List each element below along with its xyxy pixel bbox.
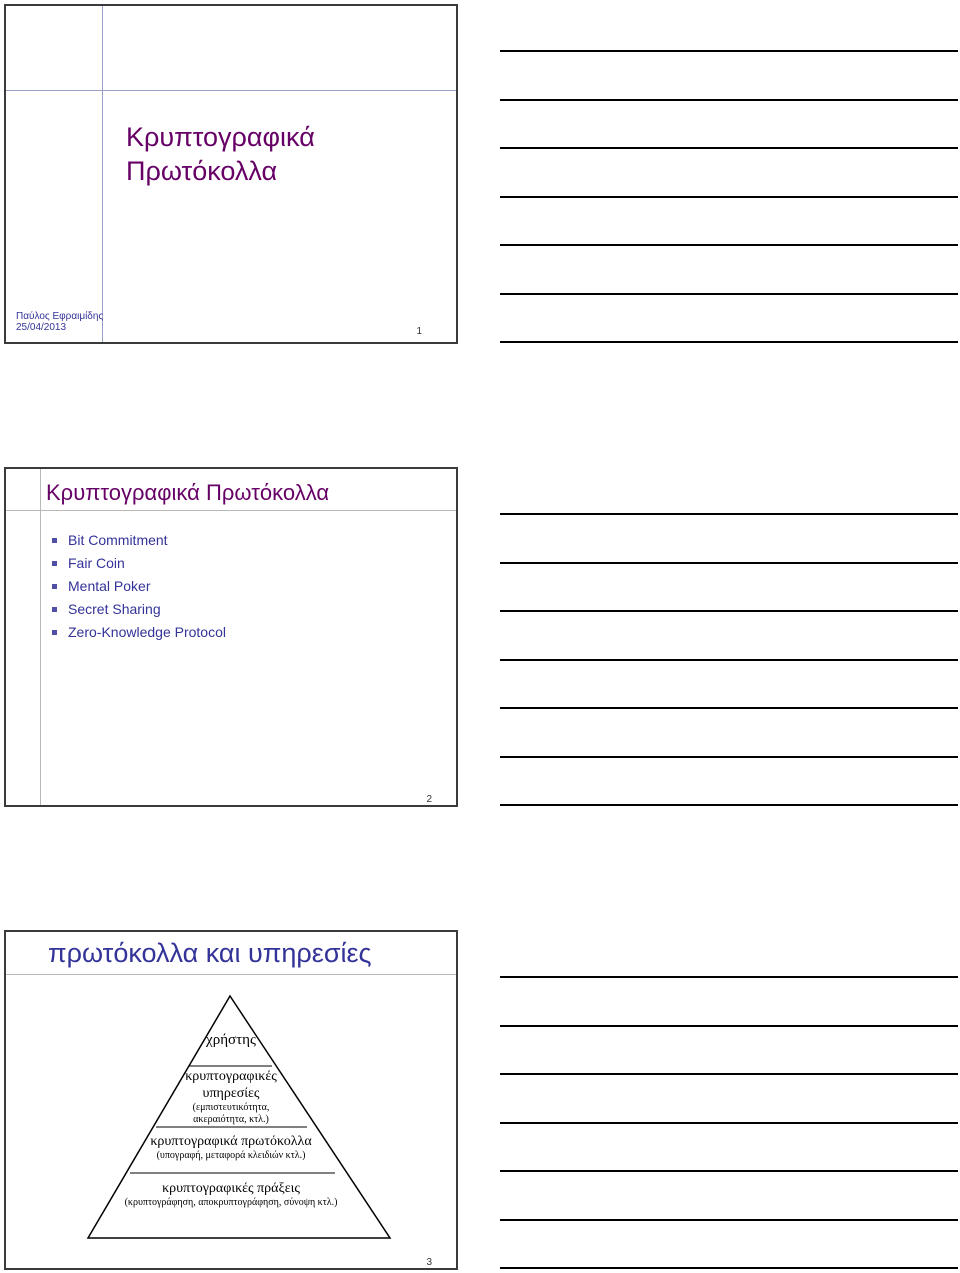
note-line	[500, 659, 958, 661]
square-bullet-icon	[52, 607, 57, 612]
page-number: 2	[426, 794, 432, 805]
list-item	[52, 621, 226, 644]
slide-guide-horizontal	[6, 510, 456, 511]
title-line-1: Κρυπτογραφικά	[126, 122, 315, 152]
pyramid-sublabel: ακεραιότητα, κτλ.)	[193, 1114, 269, 1125]
note-line	[500, 804, 958, 806]
pyramid-sublabel: (υπογραφή, μεταφορά κλειδιών κτλ.)	[156, 1150, 306, 1161]
pyramid-level-operations	[76, 1180, 386, 1209]
pyramid-label: υπηρεσίες	[202, 1086, 260, 1101]
pyramid-label: κρυπτογραφικές πράξεις	[162, 1181, 300, 1196]
note-line	[500, 707, 958, 709]
square-bullet-icon	[52, 584, 57, 589]
list-item	[52, 575, 226, 598]
page-number: 3	[426, 1257, 432, 1268]
note-line	[500, 1073, 958, 1075]
page-number: 1	[416, 326, 422, 337]
slide-2	[4, 467, 458, 807]
note-line	[500, 341, 958, 343]
note-line	[500, 1122, 958, 1124]
note-line	[500, 1267, 958, 1269]
slide-1	[4, 4, 458, 344]
list-item-label: Bit Commitment	[68, 532, 168, 548]
slide-guide-vertical	[40, 469, 41, 805]
slide-title	[126, 120, 446, 188]
note-line	[500, 196, 958, 198]
list-item	[52, 552, 226, 575]
pyramid-level-services	[146, 1068, 316, 1126]
note-line	[500, 244, 958, 246]
slide-title: Κρυπτογραφικά Πρωτόκολλα	[46, 480, 330, 505]
list-item-label: Mental Poker	[68, 578, 151, 594]
slide-guide-horizontal	[6, 90, 456, 91]
square-bullet-icon	[52, 561, 57, 566]
note-line	[500, 99, 958, 101]
bullet-list	[52, 529, 226, 644]
list-item-label: Secret Sharing	[68, 601, 161, 617]
note-line	[500, 562, 958, 564]
slide-3	[4, 930, 458, 1270]
note-line	[500, 976, 958, 978]
note-line	[500, 610, 958, 612]
square-bullet-icon	[52, 538, 57, 543]
note-line	[500, 293, 958, 295]
pyramid-label: κρυπτογραφικές	[185, 1069, 277, 1084]
pyramid-level-user: χρήστης	[206, 1032, 256, 1048]
slide-footer	[16, 311, 103, 333]
slide-guide-vertical	[102, 6, 103, 342]
list-item	[52, 529, 226, 552]
note-line	[500, 513, 958, 515]
note-line	[500, 1170, 958, 1172]
pyramid-level-protocols	[106, 1133, 356, 1162]
slide-title: πρωτόκολλα και υπηρεσίες	[48, 938, 372, 968]
author-name: Παύλος Εφραιμίδης	[16, 311, 104, 322]
pyramid-sublabel: (εμπιστευτικότητα,	[192, 1102, 270, 1113]
square-bullet-icon	[52, 630, 57, 635]
note-line	[500, 1025, 958, 1027]
list-item-label: Fair Coin	[68, 555, 125, 571]
pyramid-sublabel: (κρυπτογράφηση, αποκρυπτογράφηση, σύνοψη κτλ.)	[124, 1197, 338, 1208]
note-line	[500, 756, 958, 758]
note-line	[500, 1219, 958, 1221]
pyramid-label: κρυπτογραφικά πρωτόκολλα	[150, 1134, 312, 1149]
list-item-label: Zero-Knowledge Protocol	[68, 624, 226, 640]
title-line-2: Πρωτόκολλα	[126, 156, 278, 186]
note-line	[500, 50, 958, 52]
date-label: 25/04/2013	[16, 322, 67, 333]
list-item	[52, 598, 226, 621]
note-line	[500, 147, 958, 149]
